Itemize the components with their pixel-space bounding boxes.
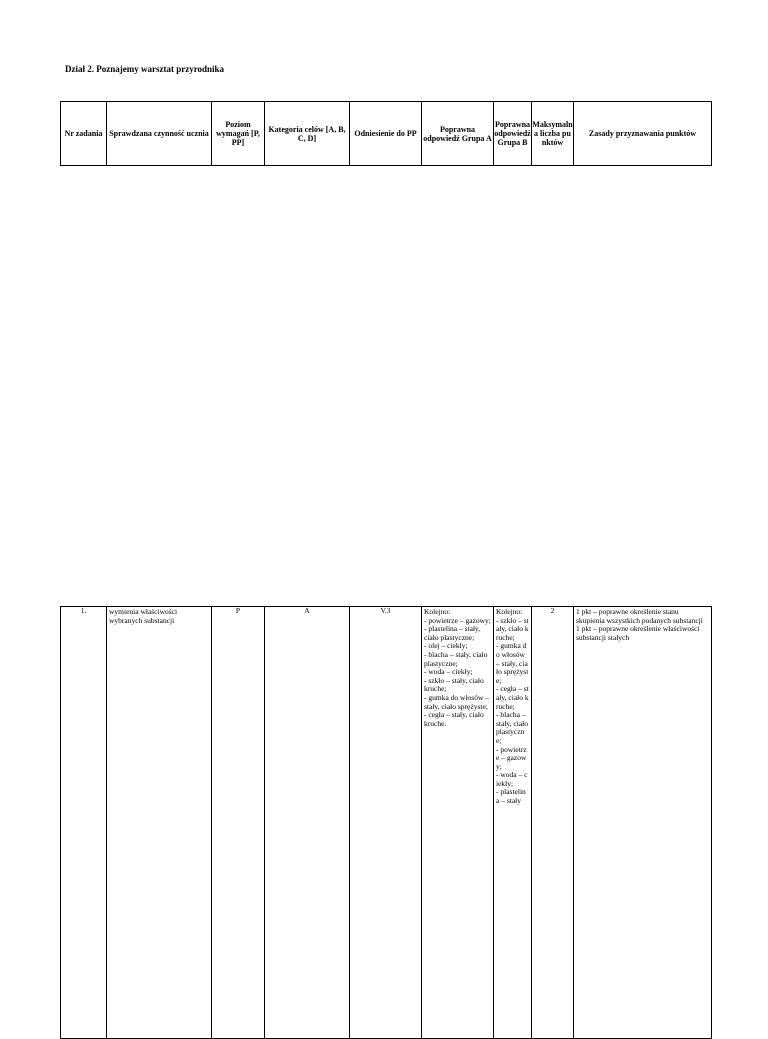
header-nr: Nr zadania (61, 102, 107, 166)
cell-nr: 1. (61, 607, 107, 1039)
cell-zasady (574, 607, 712, 1039)
grupa-b-line: - gumka do włosów – stały, ciało sprężyste; (496, 641, 529, 685)
document-title: Dział 2. Poznajemy warsztat przyrodnika (65, 64, 225, 74)
cell-punkty: 2 (532, 607, 574, 1039)
grupa-a-line: - blacha – stały, ciało plastyczne; (424, 649, 488, 668)
grupa-b-line: Kolejno: (496, 607, 523, 616)
grupa-b-line: - woda – ciekły; (496, 770, 528, 788)
table-row (61, 607, 712, 1039)
grupa-b-line: - plastelina – stały (496, 787, 526, 806)
cell-grupa-a (422, 607, 494, 1039)
grupa-a-line: - plastelina – stały, ciało plastyczne; (424, 624, 481, 642)
grupa-a-line: - szkło – stały, ciało kruche; (424, 675, 484, 694)
grupa-b-line: - blacha – stały, ciało plastyczne; (496, 710, 529, 745)
grupa-a-line: Kolejno: (424, 607, 451, 616)
cell-kategoria: A (265, 607, 350, 1039)
table-header (60, 101, 712, 166)
header-odniesienie: Odniesienie do PP (350, 102, 422, 166)
header-grupa-b: Poprawna odpowiedź Grupa B (494, 102, 532, 166)
zasady-line: 1 pkt – poprawne określenie właściwości substancji stałych (576, 624, 700, 642)
cell-odniesienie: V.3 (350, 607, 422, 1039)
grupa-a-line: - woda – ciekły; (424, 667, 473, 677)
header-zasady: Zasady przyznawania punktów (574, 102, 712, 166)
header-grupa-a: Poprawna odpowiedź Grupa A (422, 102, 494, 166)
grupa-b-line: - powietrze – gazowy; (496, 744, 527, 771)
grupa-a-line: - olej – ciekły; (424, 641, 468, 651)
grupa-b-line: - szkło – stały, ciało kruche; (496, 615, 529, 642)
table-body (60, 606, 712, 1039)
grupa-a-line: - powietrze – gazowy; (424, 615, 491, 625)
header-poziom: Poziom wymagań [P, PP] (212, 102, 265, 166)
cell-poziom: P (212, 607, 265, 1039)
zasady-line: 1 pkt – poprawne określenie stanu skupienia wszystkich podanych substancji (576, 607, 703, 625)
grupa-a-line: - gumka do włosów – stały, ciało sprężyste; (424, 692, 489, 711)
header-czynnosc: Sprawdzana czynność ucznia (107, 102, 212, 166)
header-max-punkty: Maksymalna liczba punktów (532, 102, 574, 166)
header-kategoria: Kategoria celów [A, B, C, D] (265, 102, 350, 166)
grupa-a-line: - cegła – stały, ciało kruche. (424, 710, 484, 728)
grupa-b-line: - cegła – stały, ciało kruche; (496, 684, 529, 711)
cell-czynnosc: wymienia właściwości wybranych substancji (107, 607, 212, 1039)
cell-grupa-b (494, 607, 532, 1039)
